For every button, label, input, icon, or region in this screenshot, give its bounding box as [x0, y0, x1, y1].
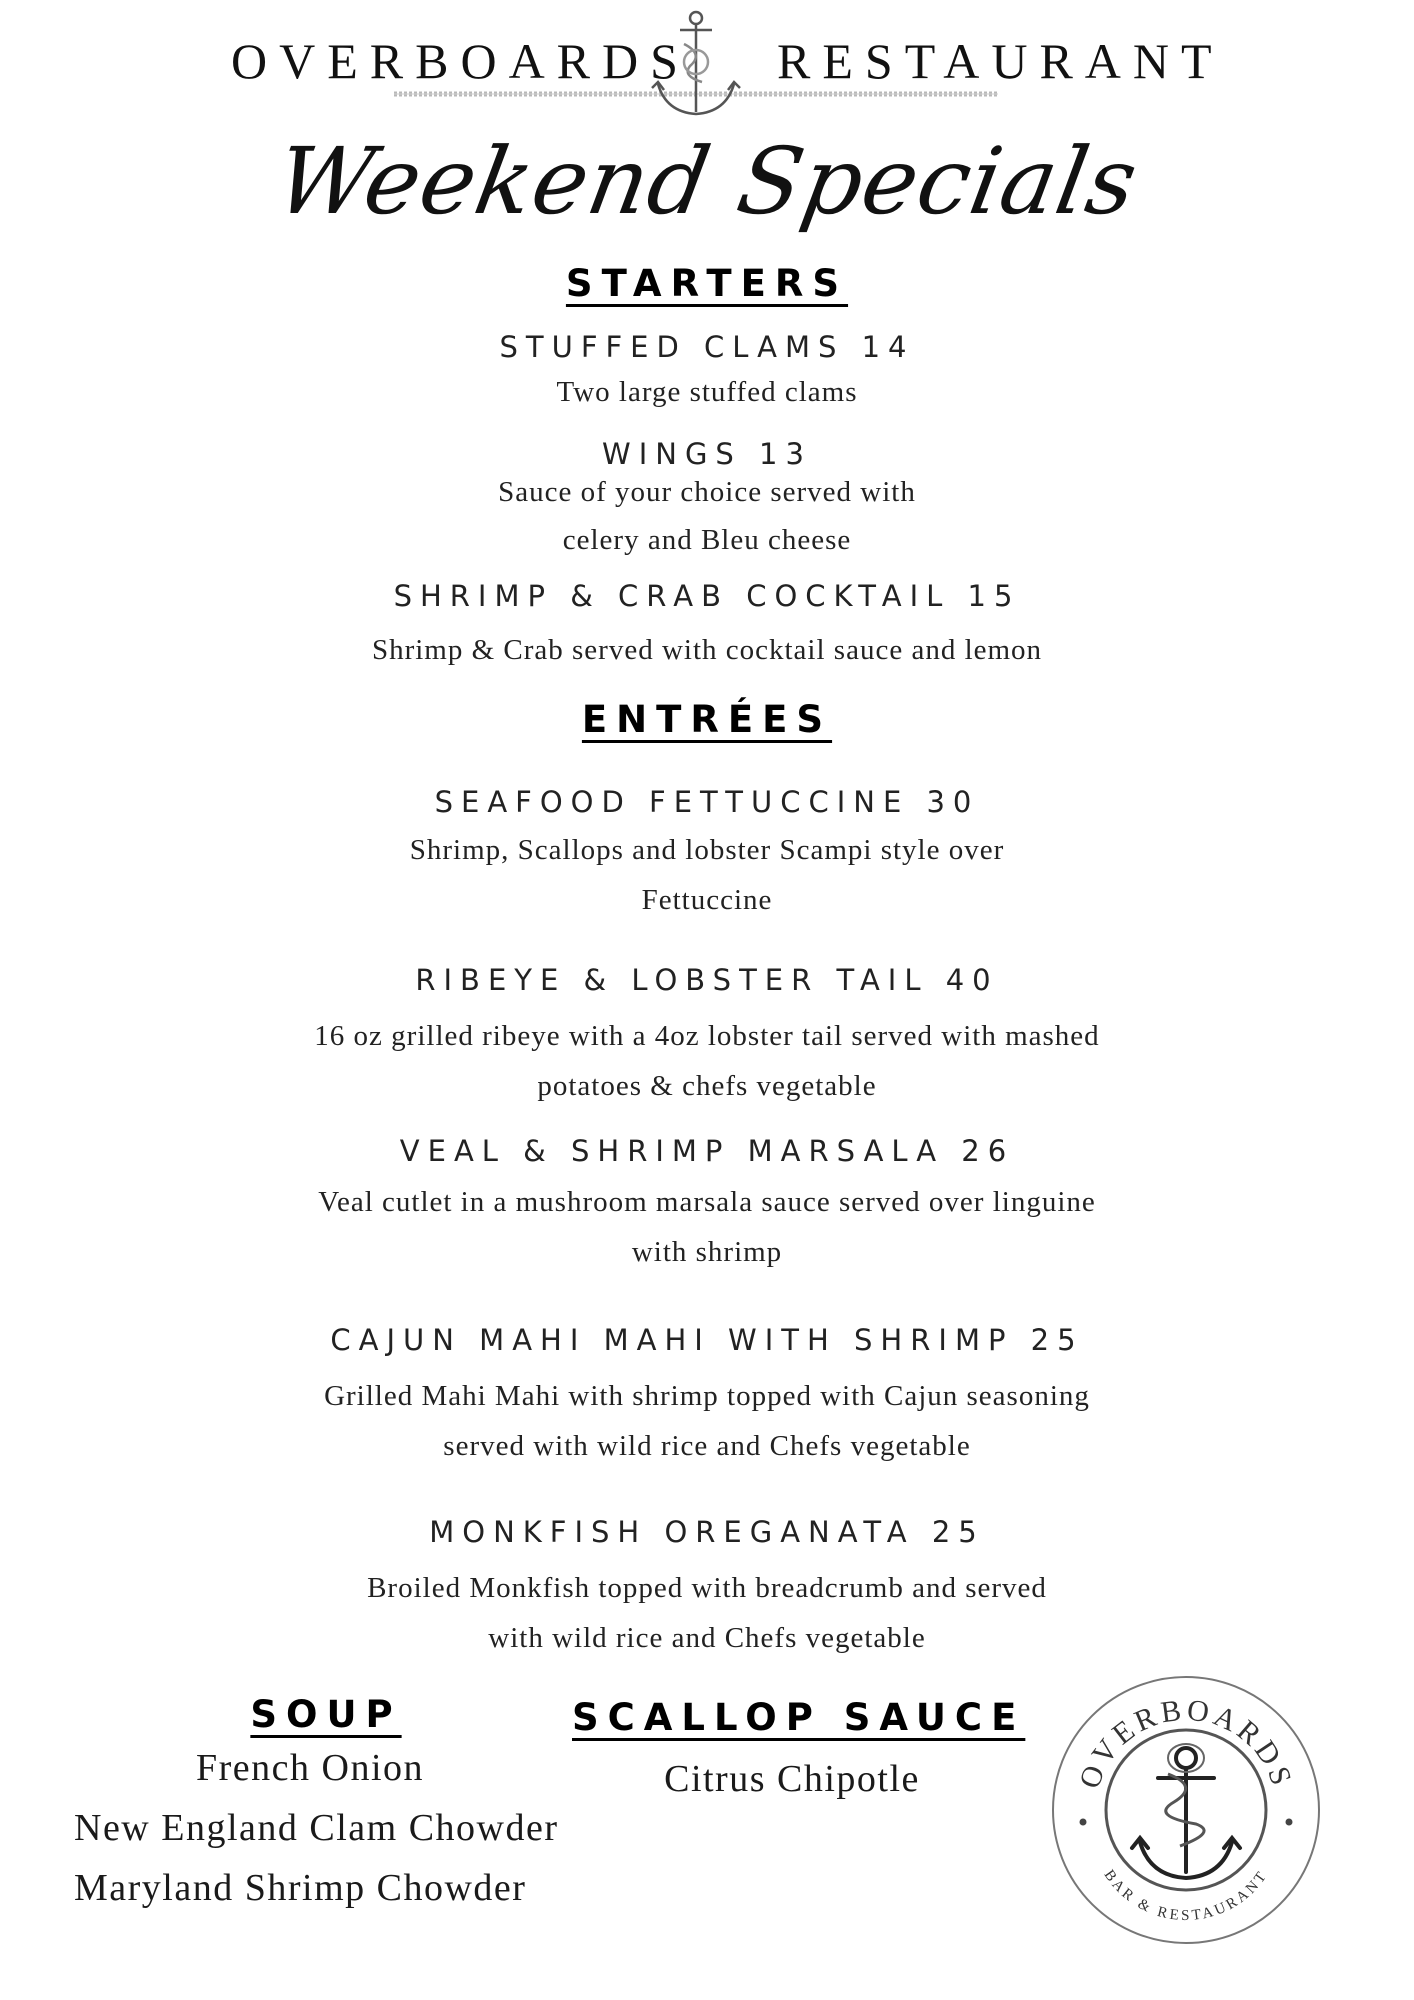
menu-item-name: SHRIMP & CRAB COCKTAIL 15: [393, 579, 1021, 613]
menu-item-name: SEAFOOD FETTUCCINE 30: [434, 785, 980, 819]
menu-item-desc: Two large stuffed clams: [556, 376, 858, 408]
menu-item-name: CAJUN MAHI MAHI WITH SHRIMP 25: [330, 1323, 1084, 1357]
anchor-icon: [386, 4, 1006, 124]
brand-name-right: RESTAURANT: [777, 33, 1224, 89]
menu-item-name: MONKFISH OREGANATA 25: [429, 1515, 985, 1549]
menu-item-desc: with shrimp: [631, 1236, 783, 1268]
page-title-script: Weekend Specials: [268, 128, 1146, 235]
scallop-sauce-item: Citrus Chipotle: [664, 1758, 920, 1800]
menu-item-desc: with wild rice and Chefs vegetable: [488, 1622, 926, 1654]
brand-name-left: OVERBOARDS: [231, 33, 690, 89]
menu-item-name: RIBEYE & LOBSTER TAIL 40: [415, 963, 999, 997]
soup-item: French Onion: [195, 1747, 425, 1789]
badge-bottom-text: BAR & RESTAURANT: [1100, 1867, 1272, 1925]
scallop-sauce-heading: SCALLOP SAUCE: [572, 1696, 1026, 1739]
badge-top-text: OVERBOARDS: [1072, 1693, 1300, 1793]
menu-item-name: WINGS 13: [602, 437, 812, 471]
menu-item-desc: Sauce of your choice served with: [498, 476, 916, 508]
menu-item-desc: Broiled Monkfish topped with breadcrumb and served: [367, 1572, 1047, 1604]
menu-item-desc: celery and Bleu cheese: [562, 524, 852, 556]
soup-heading: SOUP: [250, 1693, 402, 1736]
menu-item-desc: Veal cutlet in a mushroom marsala sauce served over linguine: [318, 1186, 1096, 1218]
soup-item: New England Clam Chowder: [74, 1807, 559, 1849]
menu-item-name: VEAL & SHRIMP MARSALA 26: [399, 1134, 1015, 1168]
menu-item-desc: Fettuccine: [641, 884, 773, 916]
menu-item-name: STUFFED CLAMS 14: [499, 330, 915, 364]
entrees-heading: ENTRÉES: [581, 698, 833, 741]
svg-text:BAR & RESTAURANT: [1101, 1867, 1272, 1924]
menu-item-desc: served with wild rice and Chefs vegetable: [443, 1430, 971, 1462]
menu-item-desc: Shrimp, Scallops and lobster Scampi style over: [409, 834, 1005, 866]
menu-item-desc: Grilled Mahi Mahi with shrimp topped with Cajun seasoning: [324, 1380, 1090, 1412]
starters-heading: STARTERS: [565, 262, 849, 305]
menu-item-desc: potatoes & chefs vegetable: [537, 1070, 877, 1102]
menu-item-desc: Shrimp & Crab served with cocktail sauce and lemon: [371, 634, 1043, 666]
anchor-badge-logo: [1050, 1674, 1322, 1946]
soup-item: Maryland Shrimp Chowder: [74, 1867, 527, 1909]
menu-item-desc: 16 oz grilled ribeye with a 4oz lobster tail served with mashed: [314, 1020, 1100, 1052]
